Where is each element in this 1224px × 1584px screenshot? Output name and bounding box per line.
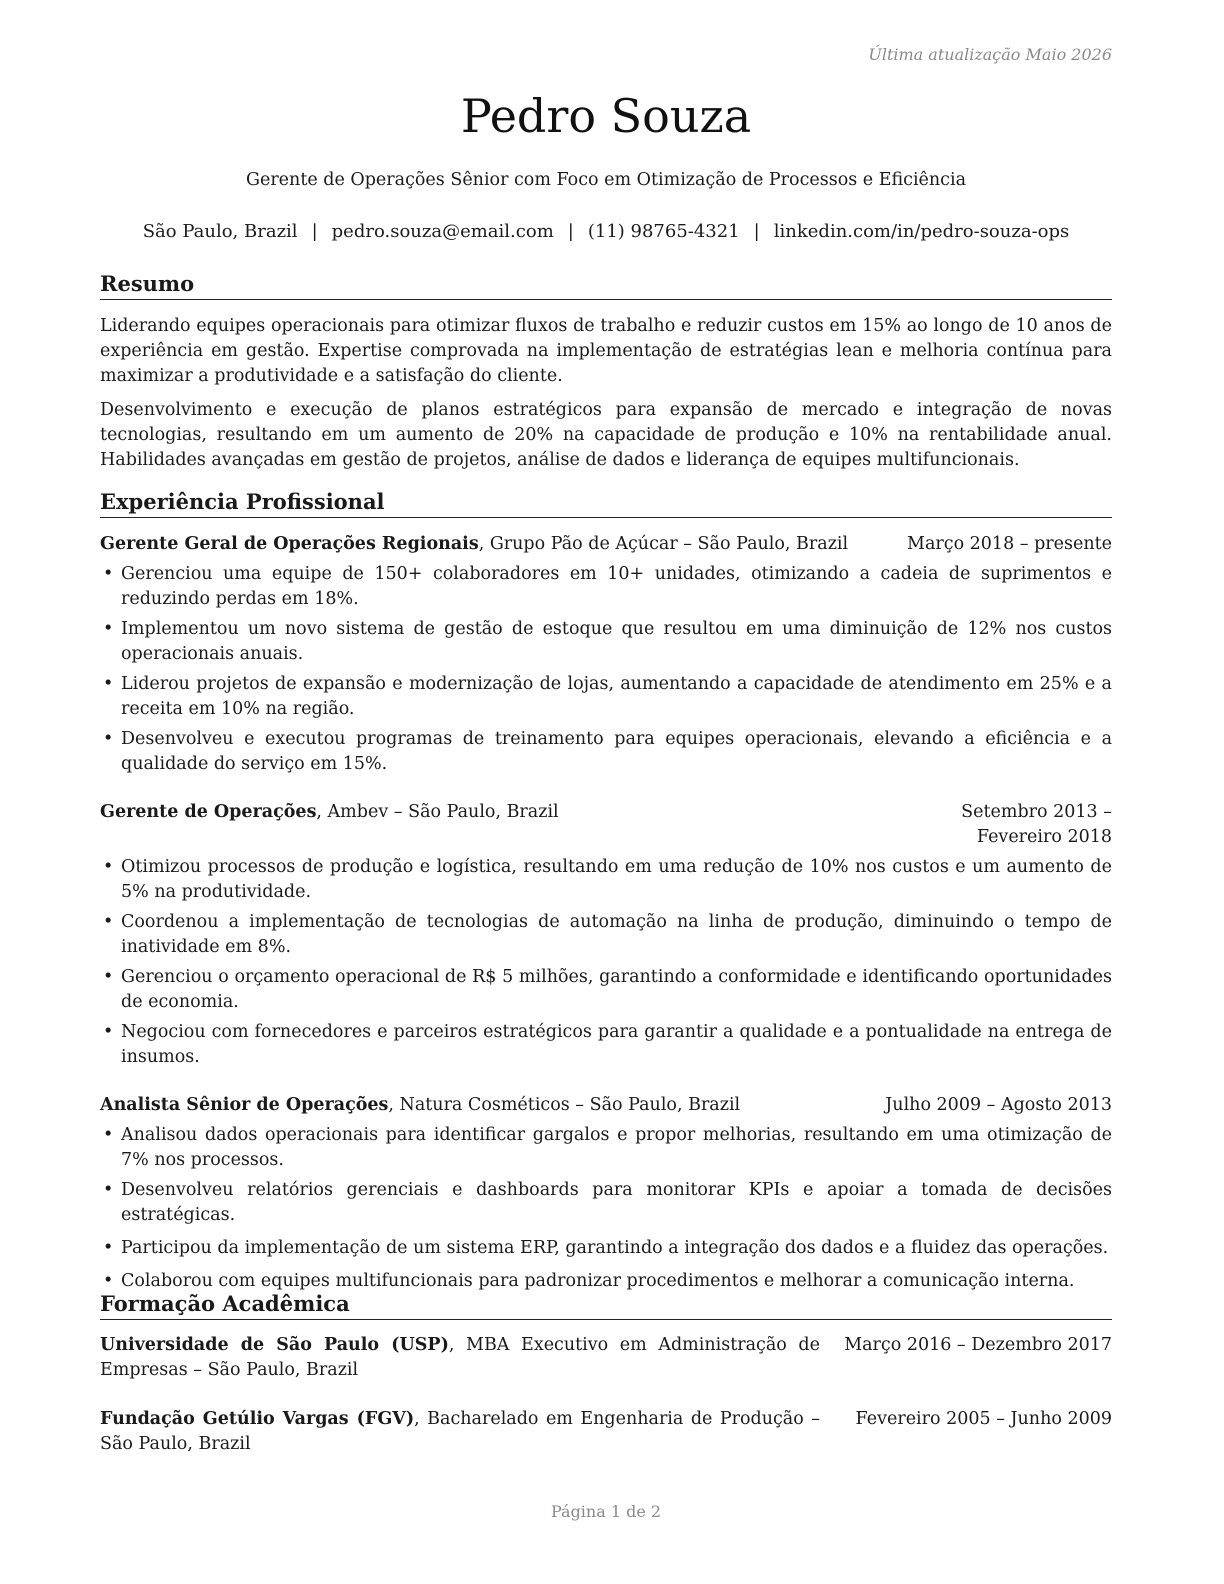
job-header: [100, 800, 1112, 850]
list-item: • Desenvolveu e executou programas de treinamento para equipes operacionais, elevando a eficiência e a qualidade do serviço em 15%.: [100, 727, 1112, 777]
contact-phone: (11) 98765-4321: [587, 221, 740, 242]
job-dates: Março 2018 – presente: [907, 534, 1112, 554]
contact-linkedin[interactable]: linkedin.com/in/pedro-souza-ops: [773, 221, 1070, 242]
list-item: • Otimizou processos de produção e logística, resultando em uma redução de 10% nos custos e um aumento de 5% na produtividade.: [100, 855, 1112, 905]
job-dates: Setembro 2013 – Fevereiro 2018: [961, 802, 1112, 847]
list-item: • Desenvolveu relatórios gerenciais e dashboards para monitorar KPIs e apoiar a tomada de decisões estratégicas.: [100, 1178, 1112, 1228]
education-detail: , Bacharelado em Engenharia de Produção – São Paulo, Brazil: [100, 1409, 820, 1454]
tagline: Gerente de Operações Sênior com Foco em Otimização de Processos e Eficiência: [245, 170, 967, 190]
job-dates: Julho 2009 – Agosto 2013: [885, 1095, 1112, 1115]
contact-email[interactable]: pedro.souza@email.com: [331, 221, 554, 242]
last-updated: Última atualização Maio 2026: [868, 45, 1112, 64]
list-item: • Gerenciou uma equipe de 150+ colaboradores em 10+ unidades, otimizando a cadeia de suprimentos e reduzindo perdas em 18%.: [100, 562, 1112, 612]
contact-location: São Paulo, Brazil: [142, 221, 298, 242]
section-title-education: Formação Acadêmica: [100, 1290, 1112, 1320]
job-bullets: [100, 855, 1112, 1075]
job-company: , Ambev – São Paulo, Brazil: [316, 802, 559, 822]
list-item: • Coordenou a implementação de tecnologias de automação na linha de produção, diminuindo o tempo de inatividade em 8%.: [100, 910, 1112, 960]
job-header: [100, 532, 1112, 557]
section-title-experience: Experiência Profissional: [100, 488, 1112, 518]
list-item: • Colaborou com equipes multifuncionais para padronizar procedimentos e melhorar a comunicação interna.: [100, 1269, 1112, 1294]
education-dates: Fevereiro 2005 – Junho 2009: [855, 1409, 1112, 1429]
job-company: , Grupo Pão de Açúcar – São Paulo, Brazil: [478, 534, 849, 554]
summary-paragraph: Desenvolvimento e execução de planos estratégicos para expansão de mercado e integração de novas tecnologias, resultando em um aumento de 20% na capacidade de produção e 10% na rentabilidade anual. Habilidades avançadas em gestão de projetos, análise de dados e liderança de equipes multifuncionais.: [100, 400, 1112, 470]
list-item: • Implementou um novo sistema de gestão de estoque que resultou em uma diminuição de 12% nos custos operacionais anuais.: [100, 617, 1112, 667]
candidate-name: Pedro Souza: [460, 89, 752, 143]
summary-paragraph: Liderando equipes operacionais para otimizar fluxos de trabalho e reduzir custos em 15% ao longo de 10 anos de experiência em gestão. Expertise comprovada na implementação de estratégias lean e melhoria contínua para maximizar a produtividade e a satisfação do cliente.: [100, 316, 1112, 386]
education-dates: Março 2016 – Dezembro 2017: [844, 1335, 1112, 1355]
education-item: [100, 1407, 1112, 1457]
list-item: • Analisou dados operacionais para identificar gargalos e propor melhorias, resultando em uma otimização de 7% nos processos.: [100, 1123, 1112, 1173]
list-item: • Participou da implementação de um sistema ERP, garantindo a integração dos dados e a fluidez das operações.: [100, 1236, 1112, 1261]
job-header: [100, 1093, 1112, 1118]
job-bullets: [100, 1123, 1112, 1299]
page-number: Página 1 de 2: [550, 1502, 662, 1521]
education-detail: , MBA Executivo em Administração de Empresas – São Paulo, Brazil: [100, 1335, 820, 1380]
job-company: , Natura Cosméticos – São Paulo, Brazil: [388, 1095, 741, 1115]
job-bullets: [100, 562, 1112, 782]
job-role: Gerente Geral de Operações Regionais: [100, 534, 479, 554]
job-role: Gerente de Operações: [100, 802, 317, 822]
list-item: • Negociou com fornecedores e parceiros estratégicos para garantir a qualidade e a pontualidade na entrega de insumos.: [100, 1020, 1112, 1070]
contact-separator: |: [311, 221, 318, 242]
section-title-summary: Resumo: [100, 270, 1112, 300]
education-school: Fundação Getúlio Vargas (FGV): [100, 1409, 415, 1429]
list-item: • Gerenciou o orçamento operacional de R$ 5 milhões, garantindo a conformidade e identificando oportunidades de economia.: [100, 965, 1112, 1015]
education-school: Universidade de São Paulo (USP): [100, 1335, 449, 1355]
education-item: [100, 1333, 1112, 1383]
contact-line: [100, 220, 1112, 244]
job-role: Analista Sênior de Operações: [100, 1095, 389, 1115]
list-item: • Liderou projetos de expansão e modernização de lojas, aumentando a capacidade de atendimento em 25% e a receita em 10% na região.: [100, 672, 1112, 722]
contact-separator: |: [753, 221, 760, 242]
contact-separator: |: [567, 221, 574, 242]
